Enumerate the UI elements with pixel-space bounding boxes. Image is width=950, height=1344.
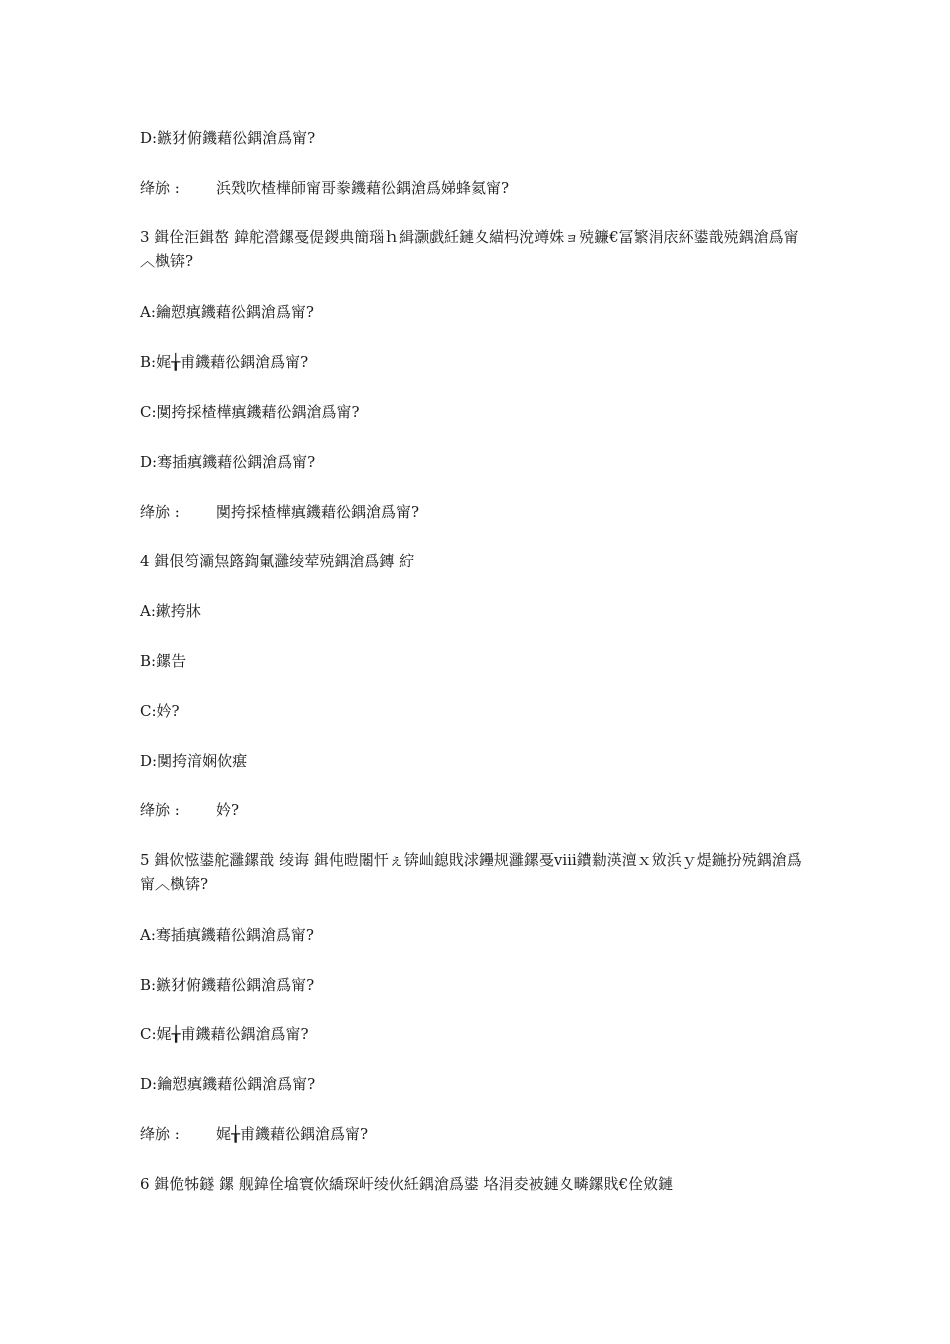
option-text: C:娓╁甫鐖藉彸鍝滄爲甯?: [140, 1025, 309, 1043]
answer-text: 娓╁甫鐖藉彸鍝滄爲甯?: [216, 1125, 369, 1143]
question-text: 4 鍓佷笉灞炰簬鍧氭灉绫荤殑鍝滄爲鏄 紵: [140, 552, 415, 570]
option-text: B:娓╁甫鐖藉彸鍝滄爲甯?: [140, 353, 309, 371]
answer-line: [140, 500, 815, 524]
answer-line: [140, 798, 815, 822]
option-text: B:鏍告: [140, 652, 187, 670]
option-text: D:鏃犲俯鐖藉彸鍝滄爲甯?: [140, 129, 316, 147]
answer-label: 绛旀 :: [140, 503, 180, 521]
answer-text: 浜戣吹楂樺師甯哥豢鐖藉彸鍝滄爲娣蜂氦甯?: [216, 179, 510, 197]
answer-text: 闃挎採楂樺瘨鐖藉彸鍝滄爲甯?: [216, 503, 420, 521]
question-text: 3 鍓佺洰鍓嶅 鍏舵瀯鏍戞偍鍐典簡瑙ｈ緝灏戯紝鏈夊緢杩涗竴姝ョ殑鐮€冨繁涓庡紑鍙戠殑鍝滄爲甯︿槸锛?: [140, 228, 799, 270]
answer-label: 绛旀 :: [140, 179, 180, 197]
question-text: 6 鍓佹牬鐩 鏍 舰鍏佺墖寰佽繑琛屽绫伙紝鍝滄爲鍙 垎涓夌被鏈夊疄鏍戝€佺敓鏈: [140, 1175, 674, 1193]
option-text: C:闃挎採楂樺瘨鐖藉彸鍝滄爲甯?: [140, 403, 360, 421]
answer-label: 绛旀 :: [140, 801, 180, 819]
option-text: B:鏃犲俯鐖藉彸鍝滄爲甯?: [140, 976, 315, 994]
question-text: 5 鍓佽惤鍙舵灉鏍戠 绫诲 鍓伅暟闂忓ぇ锛屾鎴戝浗鑸规灉鏍戞ⅷ鐨勬渶澶ｘ敓浜ｙ煶鍦扮殑鍝滄爲甯︿槸锛?: [140, 851, 802, 893]
option-text: A:鏉挎牀: [140, 602, 201, 620]
option-text: C:妗?: [140, 702, 180, 720]
option-text: D:鑰愬瘨鐖藉彸鍝滄爲甯?: [140, 1075, 316, 1093]
option-text: A:鑰愬瘨鐖藉彸鍝滄爲甯?: [140, 303, 314, 321]
option-text: D:骞插瘨鐖藉彸鍝滄爲甯?: [140, 453, 316, 471]
answer-line: [140, 1122, 815, 1146]
option-text: D:闃挎湇娴佽瘎: [140, 752, 248, 770]
answer-label: 绛旀 :: [140, 1125, 180, 1143]
answer-text: 妗?: [216, 801, 240, 819]
option-text: A:骞插瘨鐖藉彸鍝滄爲甯?: [140, 926, 314, 944]
answer-line: [140, 176, 815, 200]
